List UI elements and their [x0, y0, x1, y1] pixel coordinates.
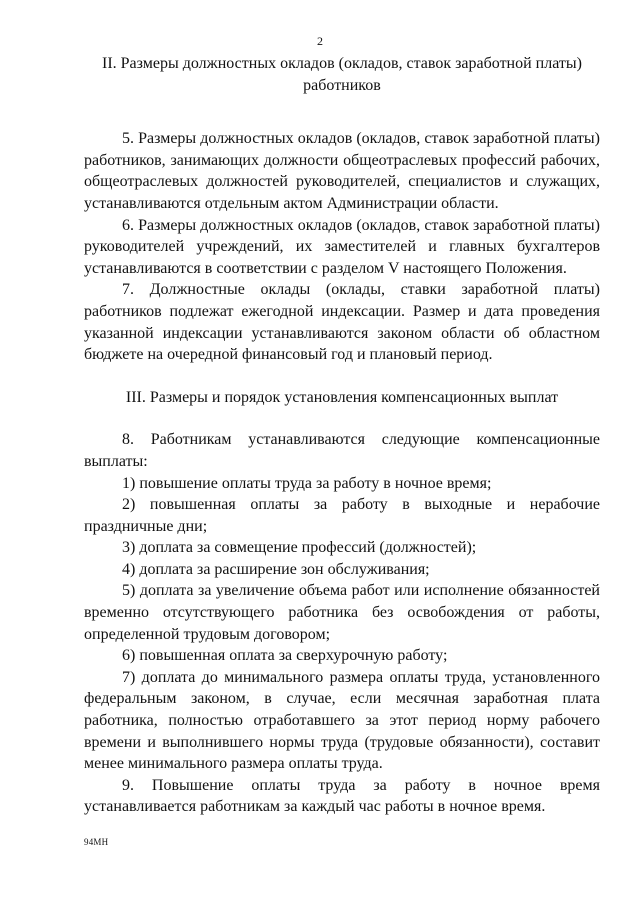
spacer [84, 408, 600, 429]
list-item-2: 2) повышенная оплаты за работу в выходные и нерабочие праздничные дни; [84, 496, 600, 535]
list-item-7: 7) доплата до минимального размера оплаты труда, установленного федеральным законом, в случае, если месячная заработная плата работника, полностью отработавшего за этот период норму рабочего времени и выполнившего нормы труда (трудовые обязанности), составит менее минимального размера оплаты труда. [84, 668, 600, 773]
document-code: 94МН [84, 837, 109, 847]
paragraph-8: 8. Работникам устанавливаются следующие компенсационные выплаты: [84, 431, 600, 470]
section-2-title-line-1: II. Размеры должностных окладов (окладов, ставок заработной платы) [102, 55, 582, 72]
list-item-4: 4) доплата за расширение зон обслуживания; [122, 560, 430, 578]
list-item-1: 1) повышение оплаты труда за работу в ночное время; [122, 474, 492, 492]
paragraph-6: 6. Размеры должностных окладов (окладов, ставок заработной платы) руководителей учреждений, их заместителей и главных бухгалтеров устанавливаются в соответствии с разделом V настоящего Положения. [84, 216, 600, 277]
section-2-title-line-2: работников [303, 76, 381, 94]
document-body [84, 53, 600, 818]
paragraph-7: 7. Должностные оклады (оклады, ставки заработной платы) работников подлежат ежегодной индексации. Размер и дата проведения указанной индексации устанавливаются законом области об областном бюджете на очередной финансовый год и плановый период. [84, 281, 600, 364]
paragraph-5: 5. Размеры должностных окладов (окладов, ставок заработной платы) работников, занимающих должности общеотраслевых профессий рабочих, общеотраслевых должностей руководителей, специалистов и служащих, устанавливаются отдельным актом Администрации области. [84, 130, 600, 212]
paragraph-9: 9. Повышение оплаты труда за работу в ночное время устанавливается работникам за каждый час работы в ночное время. [84, 776, 600, 816]
list-item-3: 3) доплата за совмещение профессий (должностей); [122, 539, 477, 557]
list-item-6: 6) повышенная оплата за сверхурочную работу; [122, 647, 448, 665]
list-item-5: 5) доплата за увеличение объема работ или исполнение обязанностей временно отсутствующего работника без освобождения от работы, определенной трудовым договором; [84, 582, 600, 643]
page-number: 2 [317, 34, 323, 48]
section-3-title: III. Размеры и порядок установления компенсационных выплат [125, 388, 559, 406]
spacer [84, 366, 600, 387]
spacer [84, 96, 600, 128]
